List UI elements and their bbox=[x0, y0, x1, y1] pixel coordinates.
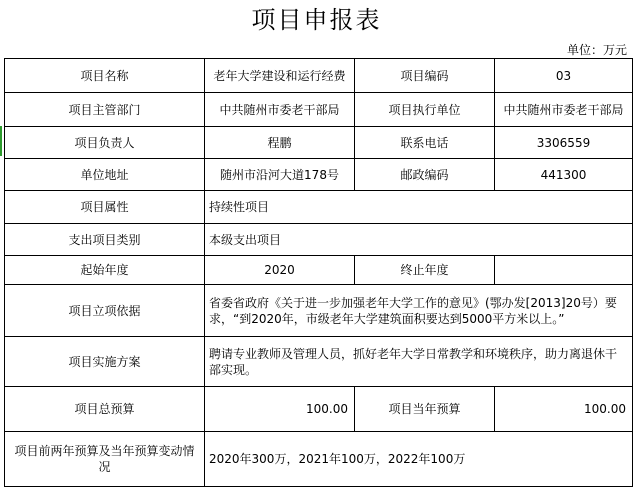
table-row bbox=[5, 127, 633, 159]
budget-history-value[interactable]: 2020年300万，2021年100万，2022年100万 bbox=[205, 432, 633, 487]
category-value[interactable]: 本级支出项目 bbox=[205, 224, 633, 256]
category-label: 支出项目类别 bbox=[5, 224, 205, 256]
address-value[interactable]: 随州市沿河大道178号 bbox=[205, 159, 355, 191]
plan-value[interactable]: 聘请专业教师及管理人员，抓好老年大学日常教学和环境秩序，助力离退休干部实现。 bbox=[205, 337, 633, 387]
project-name-value[interactable]: 老年大学建设和运行经费 bbox=[205, 59, 355, 93]
executing-unit-label: 项目执行单位 bbox=[355, 93, 495, 127]
table-row bbox=[5, 59, 633, 93]
table-row bbox=[5, 337, 633, 387]
year-budget-label: 项目当年预算 bbox=[355, 387, 495, 432]
plan-label: 项目实施方案 bbox=[5, 337, 205, 387]
start-year-value[interactable]: 2020 bbox=[205, 256, 355, 285]
executing-unit-value[interactable]: 中共随州市委老干部局 bbox=[495, 93, 633, 127]
project-code-label: 项目编码 bbox=[355, 59, 495, 93]
attribute-label: 项目属性 bbox=[5, 191, 205, 224]
table-row bbox=[5, 159, 633, 191]
zip-label: 邮政编码 bbox=[355, 159, 495, 191]
address-label: 单位地址 bbox=[5, 159, 205, 191]
department-label: 项目主管部门 bbox=[5, 93, 205, 127]
budget-history-label: 项目前两年预算及当年预算变动情况 bbox=[5, 432, 205, 487]
project-name-label: 项目名称 bbox=[5, 59, 205, 93]
unit-label: 单位：万元 bbox=[566, 43, 627, 57]
basis-value[interactable]: 省委省政府《关于进一步加强老年大学工作的意见》(鄂办发[2013]20号）要求，“到2020年，市级老年大学建筑面积要达到5000平方米以上。” bbox=[205, 285, 633, 337]
owner-label: 项目负责人 bbox=[5, 127, 205, 159]
year-budget-value[interactable]: 100.00 bbox=[495, 387, 633, 432]
table-row bbox=[5, 256, 633, 285]
total-budget-value[interactable]: 100.00 bbox=[205, 387, 355, 432]
table-row bbox=[5, 224, 633, 256]
phone-value[interactable]: 3306559 bbox=[495, 127, 633, 159]
department-value[interactable]: 中共随州市委老干部局 bbox=[205, 93, 355, 127]
zip-value[interactable]: 441300 bbox=[495, 159, 633, 191]
project-application-table bbox=[4, 58, 633, 487]
end-year-value[interactable] bbox=[495, 256, 633, 285]
form-title: 项目申报表 bbox=[251, 6, 382, 34]
owner-value[interactable]: 程鹏 bbox=[205, 127, 355, 159]
row-selection-marker bbox=[0, 126, 2, 156]
start-year-label: 起始年度 bbox=[5, 256, 205, 285]
table-row bbox=[5, 191, 633, 224]
total-budget-label: 项目总预算 bbox=[5, 387, 205, 432]
table-row bbox=[5, 285, 633, 337]
table-row bbox=[5, 93, 633, 127]
project-code-value[interactable]: 03 bbox=[495, 59, 633, 93]
attribute-value[interactable]: 持续性项目 bbox=[205, 191, 633, 224]
table-row bbox=[5, 387, 633, 432]
basis-label: 项目立项依据 bbox=[5, 285, 205, 337]
table-row bbox=[5, 432, 633, 487]
phone-label: 联系电话 bbox=[355, 127, 495, 159]
end-year-label: 终止年度 bbox=[355, 256, 495, 285]
